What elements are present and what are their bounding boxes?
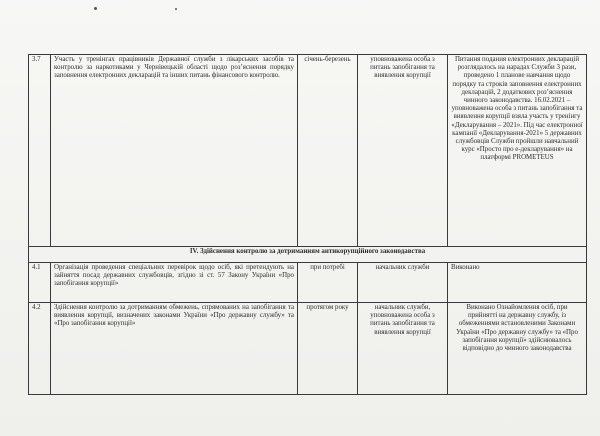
scan-speck xyxy=(175,8,177,10)
result-cell: Виконано xyxy=(448,263,587,303)
responsible-cell: начальник служби, уповноважена особа з питань запобігання та виявлення корупції xyxy=(358,303,448,395)
action-plan-table xyxy=(28,54,587,395)
measure-cell: Здійснення контролю за дотриманням обмежень, спрямованих на запобігання та виявлення корупції, визначених законами України «Про державну службу» та «Про запобігання корупції» xyxy=(51,303,298,395)
responsible-cell: начальник служби xyxy=(358,263,448,303)
row-number: 3.7 xyxy=(29,55,51,247)
row-number: 4.2 xyxy=(29,303,51,395)
table-row xyxy=(29,303,587,395)
section-row xyxy=(29,247,587,263)
result-cell: Виконано Ознайомлення осіб, при прийнятті на державну службу, із обмеженнями встановленими Законами України «Про державну службу» та «Про запобігання корупції» здійснювалось відповідно до чинного законодавства xyxy=(448,303,587,395)
responsible-cell: уповноважена особа з питань запобігання та виявлення корупції xyxy=(358,55,448,247)
term-cell: при потребі xyxy=(298,263,358,303)
measure-cell: Організація проведення спеціальних перевірок щодо осіб, які претендують на зайняття посад державних службовців, згідно зі ст. 57 Закону України «Про запобігання корупції» xyxy=(51,263,298,303)
scan-speck xyxy=(94,7,97,10)
measure-cell: Участь у тренінгах працівників Державної служби з лікарських засобів та контролю за наркотиками у Чернівецькій області щодо роз’яснення порядку заповнення електронних декларацій та інших питань фінансового контролю. xyxy=(51,55,298,247)
term-cell: січень-березень xyxy=(298,55,358,247)
row-number: 4.1 xyxy=(29,263,51,303)
result-cell: Питання подання електронних декларацій розглядалось на нарадах Служби 3 рази, проведено 1 планове навчання щодо порядку та строків заповнення електронних декларацій, 2 додаткових роз’яснення чинного законодавства. 16.02.2021 – уповноважена особа з питань запобігання та виявлення корупції взяла участь у тренінгу «Декларування – 2021». Під час електронної кампанії «Декларування-2021» 5 державних службовців Служби пройшли навчальний курс «Просто про е-декларування» на платформі PROMETEUS xyxy=(448,55,587,247)
section-heading: IV. Здійснення контролю за дотриманням антикорупційного законодавства xyxy=(29,247,587,263)
table-row xyxy=(29,263,587,303)
table-row xyxy=(29,55,587,247)
term-cell: протягом року xyxy=(298,303,358,395)
